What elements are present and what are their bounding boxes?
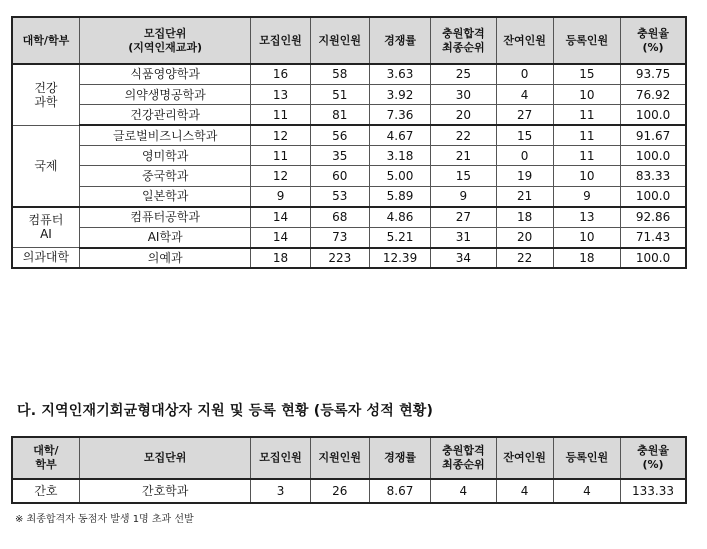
header-enrolled: 등록인원 [553, 17, 620, 64]
enrolled-cell: 9 [553, 186, 620, 206]
header-waitlist-line2: 최종순위 [442, 40, 485, 54]
college-cell [12, 207, 79, 248]
dept-cell: AI학과 [79, 227, 251, 247]
header-unit [79, 17, 251, 64]
remaining-cell: 27 [496, 105, 553, 125]
competition-cell: 12.39 [369, 248, 430, 268]
header-quota: 모집인원 [251, 437, 310, 479]
enrolled-cell: 10 [553, 227, 620, 247]
dept-cell: 글로벌비즈니스학과 [79, 125, 251, 145]
quota-cell: 3 [251, 479, 310, 503]
header-rate-line1: 충원율 [637, 444, 669, 457]
table-row [12, 186, 686, 206]
enrolled-cell: 11 [553, 146, 620, 166]
enrolled-cell: 15 [553, 64, 620, 84]
college-label-line1: 국제 [34, 158, 58, 173]
quota-cell: 14 [251, 227, 310, 247]
remaining-cell: 15 [496, 125, 553, 145]
applicants-cell: 51 [310, 84, 369, 104]
applicants-cell: 223 [310, 248, 369, 268]
enrolled-cell: 13 [553, 207, 620, 227]
admission-table-opportunity [11, 436, 687, 504]
applicants-cell: 73 [310, 227, 369, 247]
header-remaining: 잔여인원 [496, 437, 553, 479]
remaining-cell: 4 [496, 84, 553, 104]
dept-cell: 의예과 [79, 248, 251, 268]
competition-cell: 4.67 [369, 125, 430, 145]
header-rate-line2: (%) [642, 40, 664, 54]
competition-cell: 4.86 [369, 207, 430, 227]
header-competition: 경쟁률 [369, 437, 430, 479]
enrolled-cell: 18 [553, 248, 620, 268]
waitlist-cell: 30 [431, 84, 496, 104]
quota-cell: 12 [251, 166, 310, 186]
table-row [12, 248, 686, 268]
rate-cell: 83.33 [621, 166, 686, 186]
rate-cell: 93.75 [621, 64, 686, 84]
enrolled-cell: 4 [553, 479, 620, 503]
header-unit-line1: 모집단위 [143, 26, 187, 40]
header-quota: 모집인원 [251, 17, 310, 64]
dept-cell: 식품영양학과 [79, 64, 251, 84]
dept-cell: 일본학과 [79, 186, 251, 206]
college-label-line2: 과학 [34, 94, 58, 109]
dept-cell: 건강관리학과 [79, 105, 251, 125]
dept-cell: 컴퓨터공학과 [79, 207, 251, 227]
header-unit-line2: (지역인재교과) [128, 40, 203, 54]
admission-table-regional [11, 16, 687, 269]
rate-cell: 100.0 [621, 248, 686, 268]
waitlist-cell: 25 [431, 64, 496, 84]
remaining-cell: 22 [496, 248, 553, 268]
rate-cell: 92.86 [621, 207, 686, 227]
table-row [12, 166, 686, 186]
applicants-cell: 68 [310, 207, 369, 227]
applicants-cell: 56 [310, 125, 369, 145]
waitlist-cell: 31 [431, 227, 496, 247]
rate-cell: 91.67 [621, 125, 686, 145]
header-rate-line1: 충원율 [637, 26, 669, 40]
applicants-cell: 35 [310, 146, 369, 166]
college-cell [12, 125, 79, 207]
rate-cell: 100.0 [621, 186, 686, 206]
header-row [12, 17, 686, 64]
header-unit: 모집단위 [79, 437, 251, 479]
rate-cell: 76.92 [621, 84, 686, 104]
college-cell: 간호 [12, 479, 79, 503]
header-applicants: 지원인원 [310, 17, 369, 64]
waitlist-cell: 27 [431, 207, 496, 227]
quota-cell: 9 [251, 186, 310, 206]
dept-cell: 간호학과 [79, 479, 251, 503]
dept-cell: 중국학과 [79, 166, 251, 186]
remaining-cell: 20 [496, 227, 553, 247]
rate-cell: 133.33 [621, 479, 686, 503]
competition-cell: 7.36 [369, 105, 430, 125]
competition-cell: 3.63 [369, 64, 430, 84]
header-rate [621, 437, 686, 479]
remaining-cell: 21 [496, 186, 553, 206]
table-row [12, 84, 686, 104]
remaining-cell: 19 [496, 166, 553, 186]
enrolled-cell: 10 [553, 166, 620, 186]
quota-cell: 13 [251, 84, 310, 104]
college-label-line1: 컴퓨터 [28, 213, 64, 228]
table-row [12, 227, 686, 247]
footnote: ※ 최종합격자 동점자 발생 1명 초과 선발 [15, 514, 194, 525]
college-cell [12, 64, 79, 125]
header-applicants: 지원인원 [310, 437, 369, 479]
dept-cell: 의약생명공학과 [79, 84, 251, 104]
quota-cell: 11 [251, 146, 310, 166]
applicants-cell: 53 [310, 186, 369, 206]
header-rate [621, 17, 686, 64]
competition-cell: 5.00 [369, 166, 430, 186]
section-title: 다. 지역인재기회균형대상자 지원 및 등록 현황 (등록자 성적 현황) [17, 403, 434, 419]
waitlist-cell: 34 [431, 248, 496, 268]
college-label-line1: 건강 [34, 80, 58, 95]
college-label-line2: AI [40, 227, 52, 242]
competition-cell: 5.21 [369, 227, 430, 247]
header-waitlist [431, 437, 496, 479]
dept-cell: 영미학과 [79, 146, 251, 166]
enrolled-cell: 11 [553, 105, 620, 125]
rate-cell: 100.0 [621, 146, 686, 166]
remaining-cell: 0 [496, 146, 553, 166]
header-college [12, 437, 79, 479]
header-remaining: 잔여인원 [496, 17, 553, 64]
header-waitlist-line1: 충원합격 [442, 26, 485, 40]
header-rate-line2: (%) [642, 458, 664, 471]
header-waitlist [431, 17, 496, 64]
remaining-cell: 4 [496, 479, 553, 503]
remaining-cell: 0 [496, 64, 553, 84]
waitlist-cell: 22 [431, 125, 496, 145]
applicants-cell: 26 [310, 479, 369, 503]
waitlist-cell: 4 [431, 479, 496, 503]
header-waitlist-line1: 충원합격 [442, 444, 485, 457]
quota-cell: 18 [251, 248, 310, 268]
rate-cell: 71.43 [621, 227, 686, 247]
header-competition: 경쟁률 [369, 17, 430, 64]
competition-cell: 5.89 [369, 186, 430, 206]
table-row [12, 105, 686, 125]
header-college-line1: 대학/ [33, 444, 59, 457]
header-waitlist-line2: 최종순위 [442, 458, 485, 471]
header-college: 대학/학부 [12, 17, 79, 64]
rate-cell: 100.0 [621, 105, 686, 125]
applicants-cell: 81 [310, 105, 369, 125]
table-row [12, 125, 686, 145]
table-row [12, 146, 686, 166]
competition-cell: 8.67 [369, 479, 430, 503]
applicants-cell: 58 [310, 64, 369, 84]
header-college-line2: 학부 [35, 458, 57, 471]
waitlist-cell: 21 [431, 146, 496, 166]
college-cell: 의과대학 [12, 248, 79, 268]
table-row [12, 64, 686, 84]
waitlist-cell: 20 [431, 105, 496, 125]
remaining-cell: 18 [496, 207, 553, 227]
waitlist-cell: 15 [431, 166, 496, 186]
waitlist-cell: 9 [431, 186, 496, 206]
header-row [12, 437, 686, 479]
competition-cell: 3.92 [369, 84, 430, 104]
enrolled-cell: 11 [553, 125, 620, 145]
enrolled-cell: 10 [553, 84, 620, 104]
table-row [12, 479, 686, 503]
quota-cell: 14 [251, 207, 310, 227]
competition-cell: 3.18 [369, 146, 430, 166]
applicants-cell: 60 [310, 166, 369, 186]
quota-cell: 12 [251, 125, 310, 145]
quota-cell: 11 [251, 105, 310, 125]
quota-cell: 16 [251, 64, 310, 84]
table-row [12, 207, 686, 227]
header-enrolled: 등록인원 [553, 437, 620, 479]
